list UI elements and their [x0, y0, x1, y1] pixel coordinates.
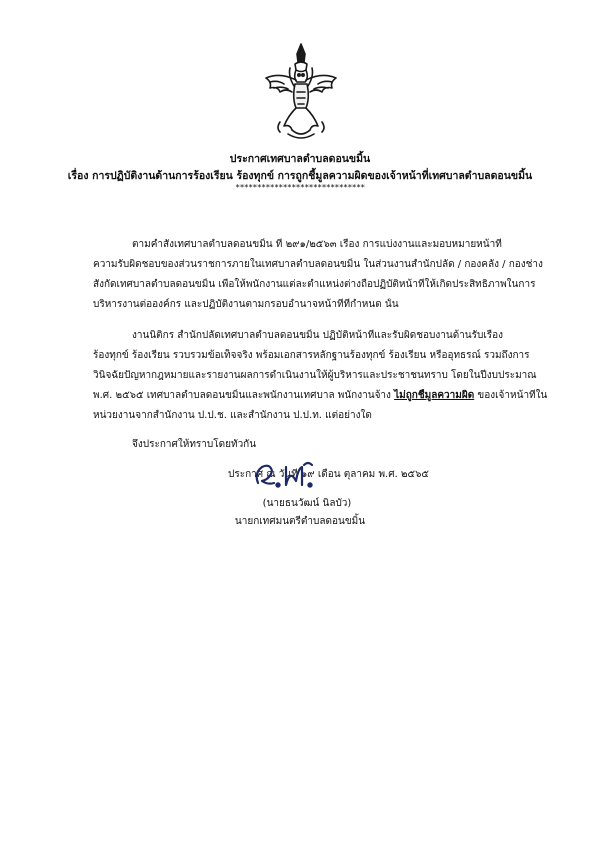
- para1-line3: สังกัดเทศบาลตำบลดอนขมิ้น เพื่อให้พนักงานแต่ละตำแหน่งต่างถือปฏิบัติหน้าที่ให้เกิดประสิทธิภาพในการ: [93, 279, 536, 290]
- signatory-position: นายกเทศมนตรีตำบลดอนขมิ้น: [234, 516, 366, 527]
- handwritten-signature-icon: [252, 459, 322, 495]
- para2-line1: งานนิติกร สำนักปลัดเทศบาลตำบลดอนขมิ้น ปฏิบัติหน้าที่และรับผิดชอบงานด้านรับเรื่อง: [132, 330, 504, 341]
- para1-line4: บริหารงานต่อองค์กร และปฏิบัติงานตามกรอบอำนาจหน้าที่ที่กำหนด นั้น: [93, 299, 399, 310]
- not-indicted-emphasis: ไม่ถูกชี้มูลความผิด: [394, 390, 475, 401]
- announcement-date: ประกาศ ณ วันที่ ๑๙ เดือน ตุลาคม พ.ศ. ๒๕๖๕: [228, 469, 429, 480]
- divider-line: ******************************: [235, 183, 365, 192]
- para2-line5: หน่วยงานจากสำนักงาน ป.ป.ช. และสำนักงาน ป.ป.ท. แต่อย่างใด: [93, 410, 372, 421]
- closing-statement: จึงประกาศให้ทราบโดยทั่วกัน: [132, 439, 257, 450]
- announcement-title: ประกาศเทศบาลตำบลดอนขมิ้น: [229, 153, 371, 165]
- announcement-subject: เรื่อง การปฏิบัติงานด้านการร้องเรียน ร้องทุกข์ การถูกชี้มูลความผิดของเจ้าหน้าที่เทศบาลตำบลดอนขมิ้น: [67, 170, 533, 182]
- para2-line4-tail: ของเจ้าหน้าที่ใน: [474, 390, 548, 401]
- para2-line2: ร้องทุกข์ ร้องเรียน รวบรวมข้อเท็จจริง พร้อมเอกสารหลักฐานร้องทุกข์ ร้องเรียน หรืออุทธรณ์ รวมถึงการ: [93, 350, 530, 361]
- para1-line1: ตามคำสั่งเทศบาลตำบลดอนขมิ้น ที่ ๒๙๑/๒๕๖๓ เรื่อง การแบ่งงานและมอบหมายหน้าที่: [132, 239, 502, 250]
- para1-line2: ความรับผิดชอบของส่วนราชการภายในเทศบาลตำบลดอนขมิ้น ในส่วนงานสำนักปลัด / กองคลัง / กองช่าง: [93, 259, 543, 270]
- para2-line3: วินิจฉัยปัญหากฎหมายและรายงานผลการดำเนินงานให้ผู้บริหารและประชาชนทราบ โดยในปีงบประมาณ: [93, 370, 537, 381]
- para2-line4-text: พ.ศ. ๒๕๖๕ เทศบาลตำบลดอนขมิ้นและพนักงานเทศบาล พนักงานจ้าง: [93, 390, 395, 401]
- garuda-emblem-icon: [262, 42, 340, 142]
- signatory-name: (นายธนวัฒน์ นิลบัว): [262, 498, 352, 509]
- para2-line4: [93, 389, 563, 403]
